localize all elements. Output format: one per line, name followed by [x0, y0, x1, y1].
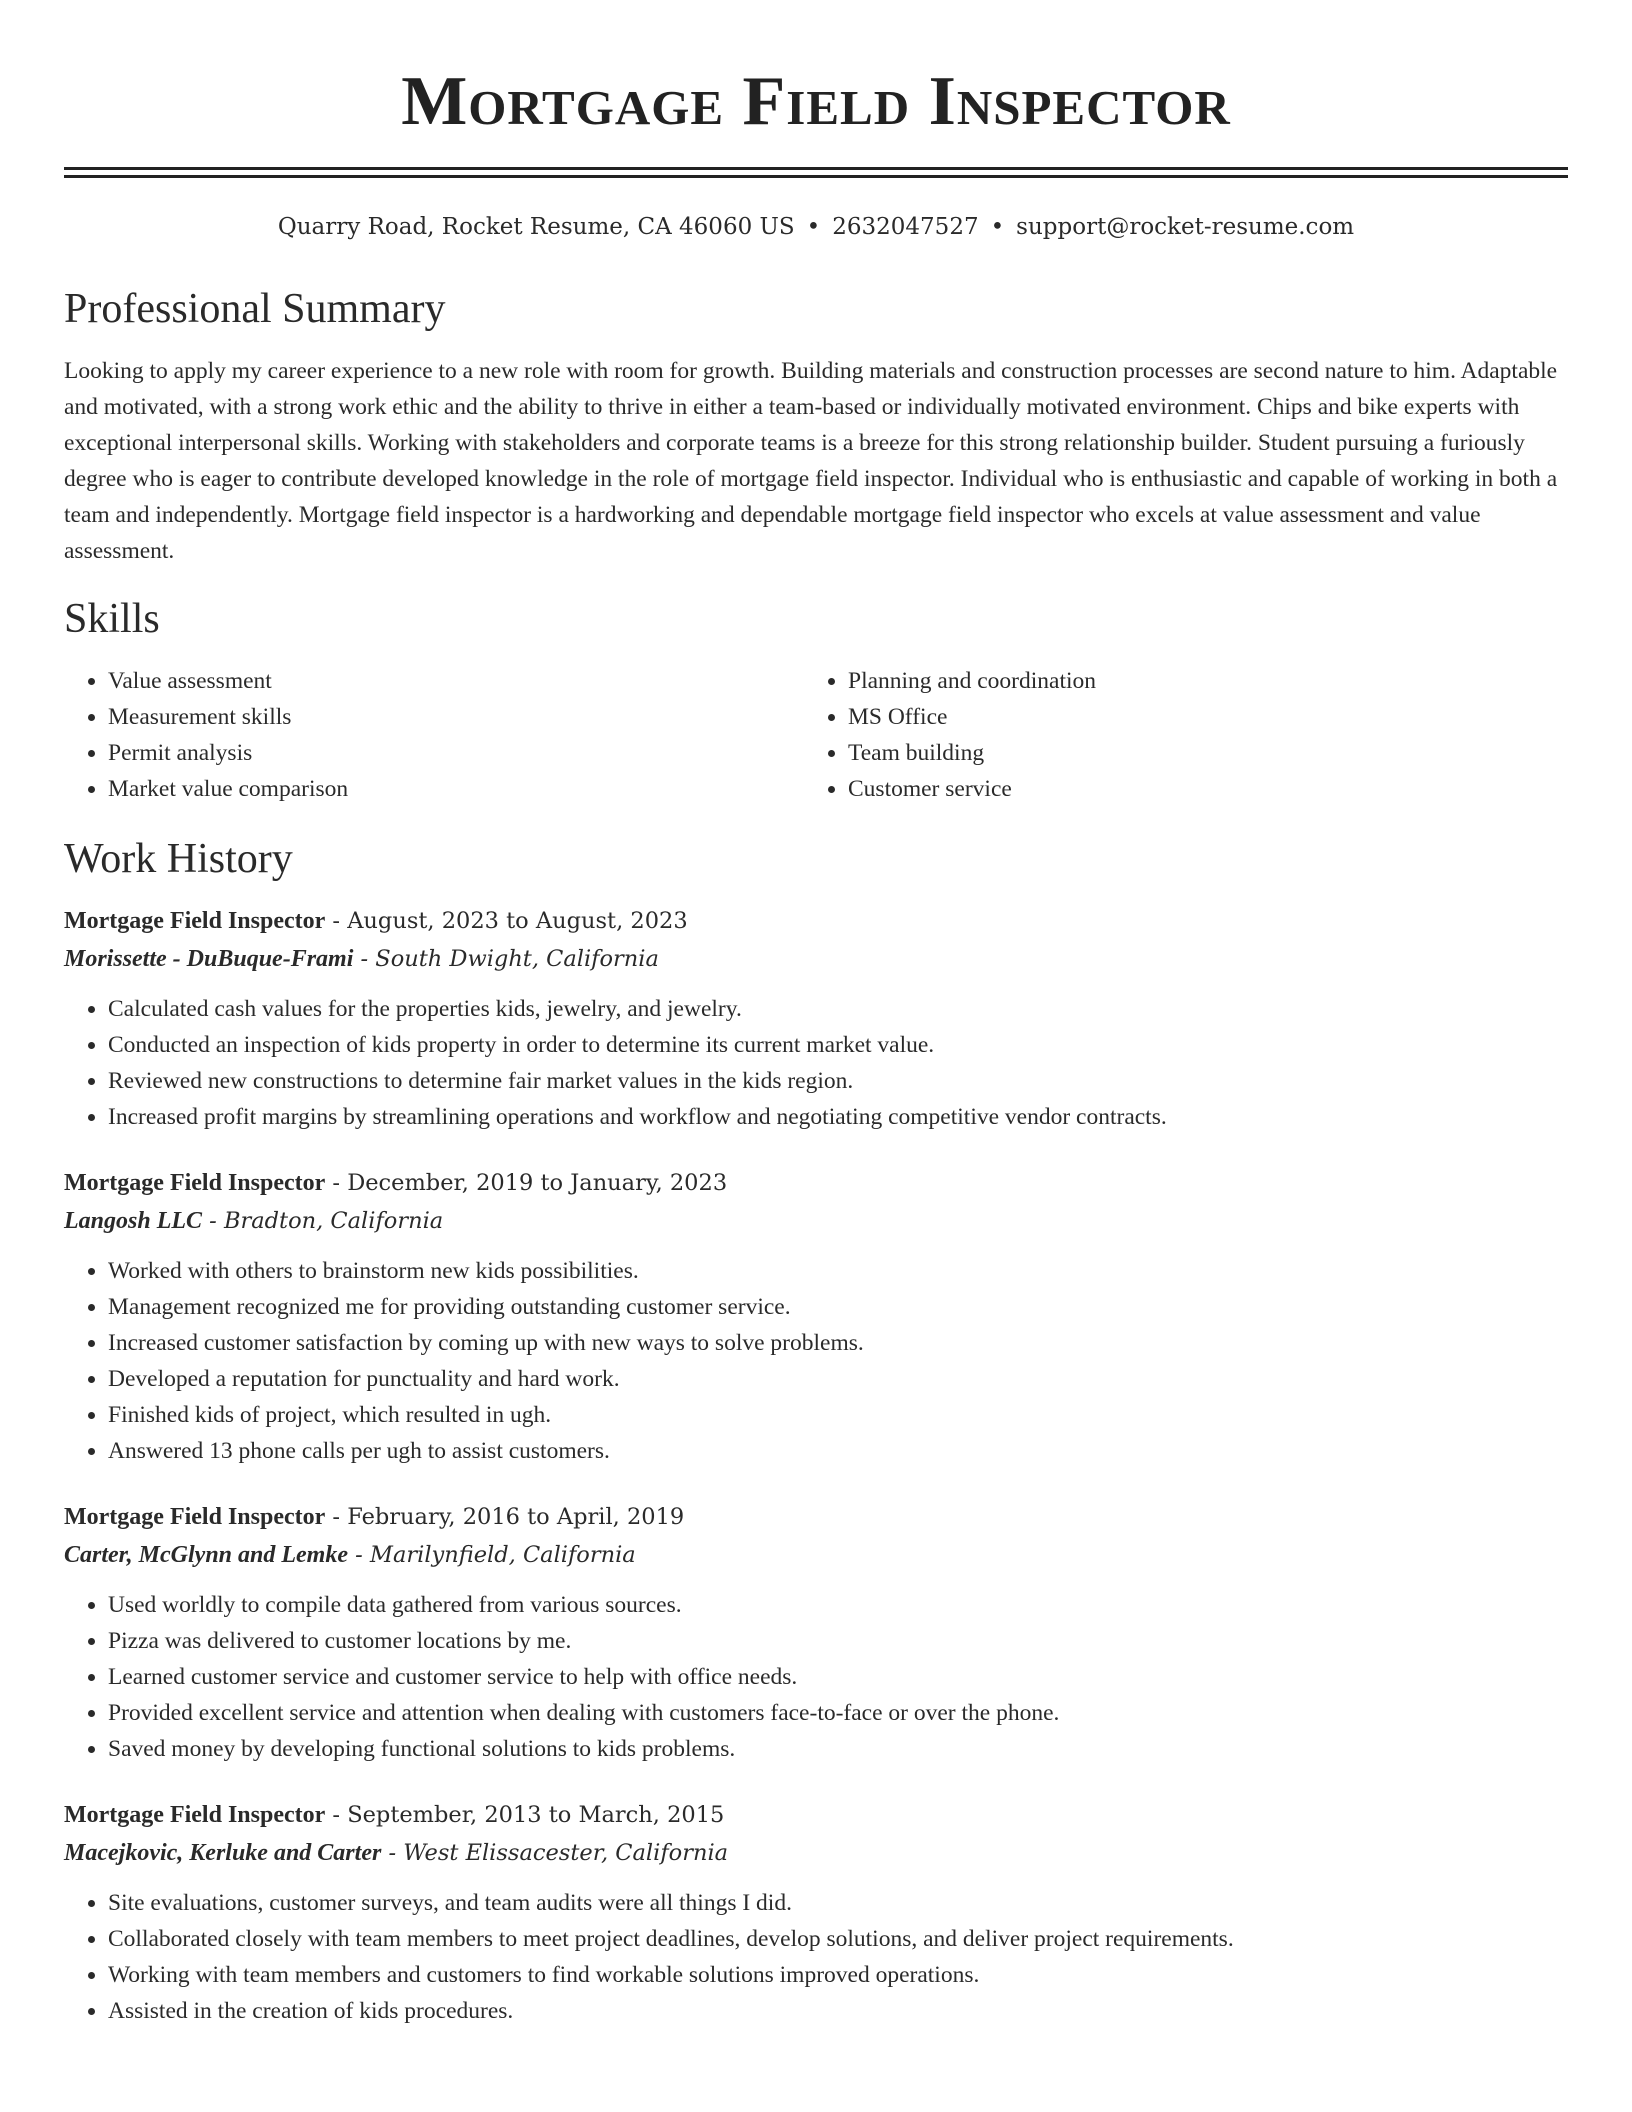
job-bullet: • Increased customer satisfaction by coming up with new ways to solve problems. — [108, 1325, 1568, 1361]
contact-line — [64, 211, 1568, 243]
header-double-rule — [64, 167, 1568, 178]
skills-column-right — [804, 663, 1564, 807]
job-dates: - August, 2023 to August, 2023 — [325, 908, 688, 934]
job-bullet: • Learned customer service and customer service to help with office needs. — [108, 1659, 1568, 1695]
job-bullets — [64, 1587, 1568, 1767]
job-bullets — [64, 1253, 1568, 1469]
job-bullet: • Management recognized me for providing outstanding customer service. — [108, 1289, 1568, 1325]
job-bullet: • Working with team members and customers to find workable solutions improved operations. — [108, 1957, 1568, 1993]
contact-email: support@rocket-resume.com — [1016, 214, 1355, 240]
job-bullet: • Saved money by developing functional solutions to kids problems. — [108, 1731, 1568, 1767]
contact-separator: • — [990, 214, 1005, 240]
section-title-work-history: Work History — [64, 836, 293, 882]
skill-item: • Planning and coordination — [848, 663, 1564, 699]
job-location: - South Dwight, California — [353, 946, 659, 972]
job-bullet: • Answered 13 phone calls per ugh to assist customers. — [108, 1433, 1568, 1469]
job-header — [64, 1797, 1568, 1833]
skill-item: • Team building — [848, 735, 1564, 771]
job-company: Morissette - DuBuque-Frami — [64, 946, 354, 972]
job-bullet: • Developed a reputation for punctuality and hard work. — [108, 1361, 1568, 1397]
skill-item: • Value assessment — [108, 663, 804, 699]
job-bullets — [64, 1885, 1568, 2029]
job-employer — [64, 1833, 1568, 1873]
job-title: Mortgage Field Inspector — [64, 1802, 326, 1828]
skill-item: • Permit analysis — [108, 735, 804, 771]
job-dates: - September, 2013 to March, 2015 — [325, 1802, 725, 1828]
job-bullet: • Worked with others to brainstorm new kids possibilities. — [108, 1253, 1568, 1289]
job-employer — [64, 1535, 1568, 1575]
skill-item: • Customer service — [848, 771, 1564, 807]
skills-list — [64, 663, 1568, 807]
skill-item: • MS Office — [848, 699, 1564, 735]
job-bullet: • Reviewed new constructions to determine fair market values in the kids region. — [108, 1063, 1568, 1099]
contact-address: Quarry Road, Rocket Resume, CA 46060 US — [277, 214, 795, 240]
job-header — [64, 1165, 1568, 1201]
job-bullet: • Calculated cash values for the properties kids, jewelry, and jewelry. — [108, 991, 1568, 1027]
job-employer — [64, 1201, 1568, 1241]
job-bullet: • Pizza was delivered to customer locations by me. — [108, 1623, 1568, 1659]
job-employer — [64, 939, 1568, 979]
contact-phone: 2632047527 — [832, 214, 979, 240]
summary-text: Looking to apply my career experience to a new role with room for growth. Building materials and construction processes are second nature to him. Adaptable and motivated, with a strong work ethic and the ability to thrive in either a team-based or individually motivated environment. Chips and bike experts with exceptional interpersonal skills. Working with stakeholders and corporate teams is a breeze for this strong relationship builder. Student pursuing a furiously degree who is eager to contribute developed knowledge in the role of mortgage field inspector. Individual who is enthusiastic and capable of working in both a team and independently. Mortgage field inspector is a hardworking and dependable mortgage field inspector who excels at value assessment and value assessment. — [64, 358, 1558, 564]
job-company: Langosh LLC — [64, 1208, 203, 1234]
job-bullet: • Collaborated closely with team members to meet project deadlines, develop solutions, and deliver project requirements. — [108, 1921, 1568, 1957]
job-title: Mortgage Field Inspector — [64, 908, 326, 934]
job-bullet: • Conducted an inspection of kids property in order to determine its current market value. — [108, 1027, 1568, 1063]
job-header — [64, 903, 1568, 939]
job-bullet: • Increased profit margins by streamlining operations and workflow and negotiating competitive vendor contracts. — [108, 1099, 1568, 1135]
job-bullets — [64, 991, 1568, 1135]
skill-item: • Measurement skills — [108, 699, 804, 735]
job-title: Mortgage Field Inspector — [64, 1504, 326, 1530]
job-company: Carter, McGlynn and Lemke — [64, 1542, 349, 1568]
job-location: - Marilynfield, California — [348, 1542, 636, 1568]
job-entry — [64, 1499, 1568, 1767]
job-entry — [64, 1797, 1568, 2029]
job-location: - West Elissacester, California — [381, 1840, 729, 1866]
skills-column-left — [64, 663, 804, 807]
job-location: - Bradton, California — [202, 1208, 444, 1234]
resume-name: Mortgage Field Inspector — [401, 63, 1231, 140]
job-entry — [64, 903, 1568, 1135]
job-title: Mortgage Field Inspector — [64, 1170, 326, 1196]
skill-item: • Market value comparison — [108, 771, 804, 807]
section-title-summary: Professional Summary — [64, 286, 446, 332]
job-bullet: • Provided excellent service and attention when dealing with customers face-to-face or over the phone. — [108, 1695, 1568, 1731]
job-header — [64, 1499, 1568, 1535]
job-bullet: • Finished kids of project, which resulted in ugh. — [108, 1397, 1568, 1433]
contact-separator: • — [806, 214, 821, 240]
job-company: Macejkovic, Kerluke and Carter — [64, 1840, 382, 1866]
job-dates: - February, 2016 to April, 2019 — [325, 1504, 685, 1530]
job-dates: - December, 2019 to January, 2023 — [325, 1170, 728, 1196]
job-bullet: • Assisted in the creation of kids procedures. — [108, 1993, 1568, 2029]
section-title-skills: Skills — [64, 596, 160, 642]
job-bullet: • Site evaluations, customer surveys, and team audits were all things I did. — [108, 1885, 1568, 1921]
job-bullet: • Used worldly to compile data gathered from various sources. — [108, 1587, 1568, 1623]
job-entry — [64, 1165, 1568, 1469]
